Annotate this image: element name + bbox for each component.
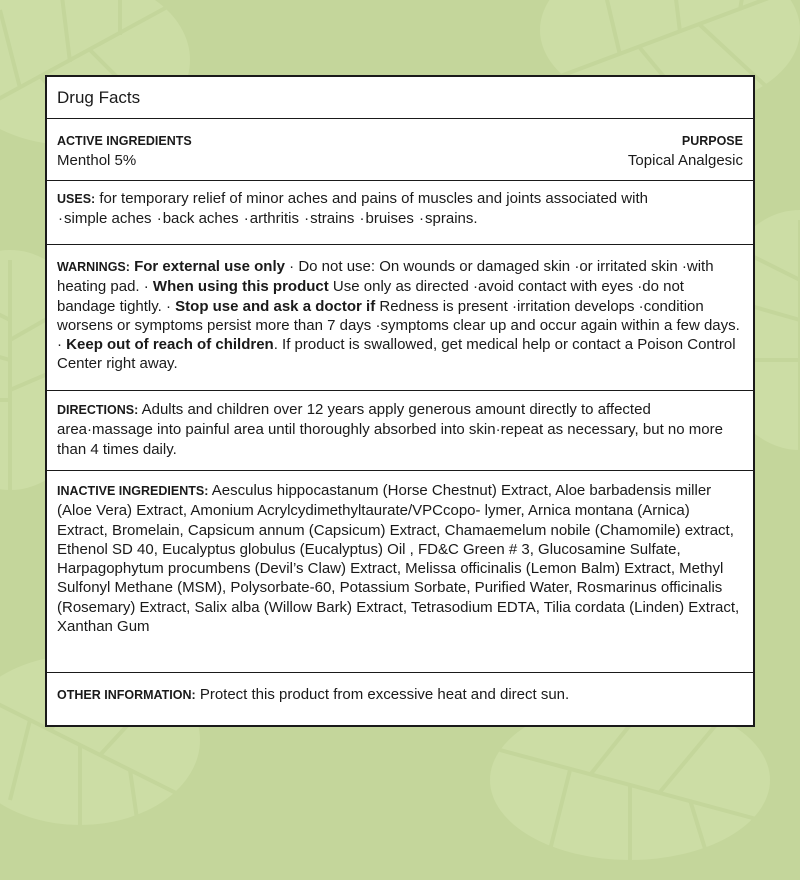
drug-facts-header [47, 77, 753, 119]
warnings-label: WARNINGS: [57, 260, 130, 274]
inactive-ingredients-text: INACTIVE INGREDIENTS: Aesculus hippocastanum (Horse Chestnut) Extract, Aloe barbadensis miller (Aloe Vera) Extract, Amonium Acrylcydimethyltaurate/VPCcopo- lymer, Arnica montana (Arnica) Extract, Bromelain, Capsicum annum (Capsicum) Extract, Chamaemelum nobile (Chamomile) extract, Ethenol SD 40, Eucalyptus globulus (Eucalyptus) Oil , FD&C Green # 3, Glucosamine Sulfate, Harpagophytum procumbens (Devil’s Claw) Extract, Melissa officinalis (Lemon Balm) Extract, Methyl Sulfonyl Methane (MSM), Polysorbate-60, Potassium Sorbate, Purified Water, Rosmarinus officinalis (Rosemary) Extract, Salix alba (Willow Bark) Extract, Tetrasodium EDTA, Tilia cordata (Linden) Extract, Xanthan Gum [57, 482, 740, 636]
directions-text: DIRECTIONS: Adults and children over 12 years apply generous amount directly to affected area·massage into painful area until thoroughly absorbed into skin·repeat as necessary, but no more than 4 times daily. [57, 401, 723, 458]
directions-label: DIRECTIONS: [57, 403, 139, 417]
inactive-ingredients-section [47, 471, 753, 673]
other-information-text: OTHER INFORMATION: Protect this product from excessive heat and direct sun. [57, 686, 570, 703]
uses-label: USES: [57, 192, 96, 206]
directions-section [47, 391, 753, 471]
inactive-ingredients-label: INACTIVE INGREDIENTS: [57, 484, 209, 498]
warnings-section [47, 245, 753, 391]
purpose-value: Topical Analgesic [627, 152, 743, 169]
other-information-label: OTHER INFORMATION: [57, 688, 196, 702]
uses-section [47, 181, 753, 245]
purpose-heading: PURPOSE [681, 134, 743, 148]
active-ingredients-section [47, 119, 753, 181]
active-ingredient-value: Menthol 5% [57, 152, 137, 169]
drug-facts-title: Drug Facts [57, 88, 141, 107]
other-information-section [47, 673, 753, 727]
uses-text: USES: for temporary relief of minor aches and pains of muscles and joints associated with ·simple aches ·back aches ·arthritis ·strains ·bruises ·sprains. [57, 190, 648, 228]
drug-facts-panel [45, 75, 755, 727]
warnings-text: WARNINGS: For external use only · Do not use: On wounds or damaged skin ·or irritated skin ·with heating pad. · When using this product Use only as directed ·avoid contact with eyes ·do not bandage tightly. · Stop use and ask a doctor if Redness is present ·irritation develops ·condition worsens or symptoms persist more than 7 days ·symptoms clear up and occur again within a few days. · Keep out of reach of children. If product is swallowed, get medical help or contact a Poison Control Center right away. [57, 258, 740, 373]
active-ingredients-heading: ACTIVE INGREDIENTS [57, 134, 192, 148]
